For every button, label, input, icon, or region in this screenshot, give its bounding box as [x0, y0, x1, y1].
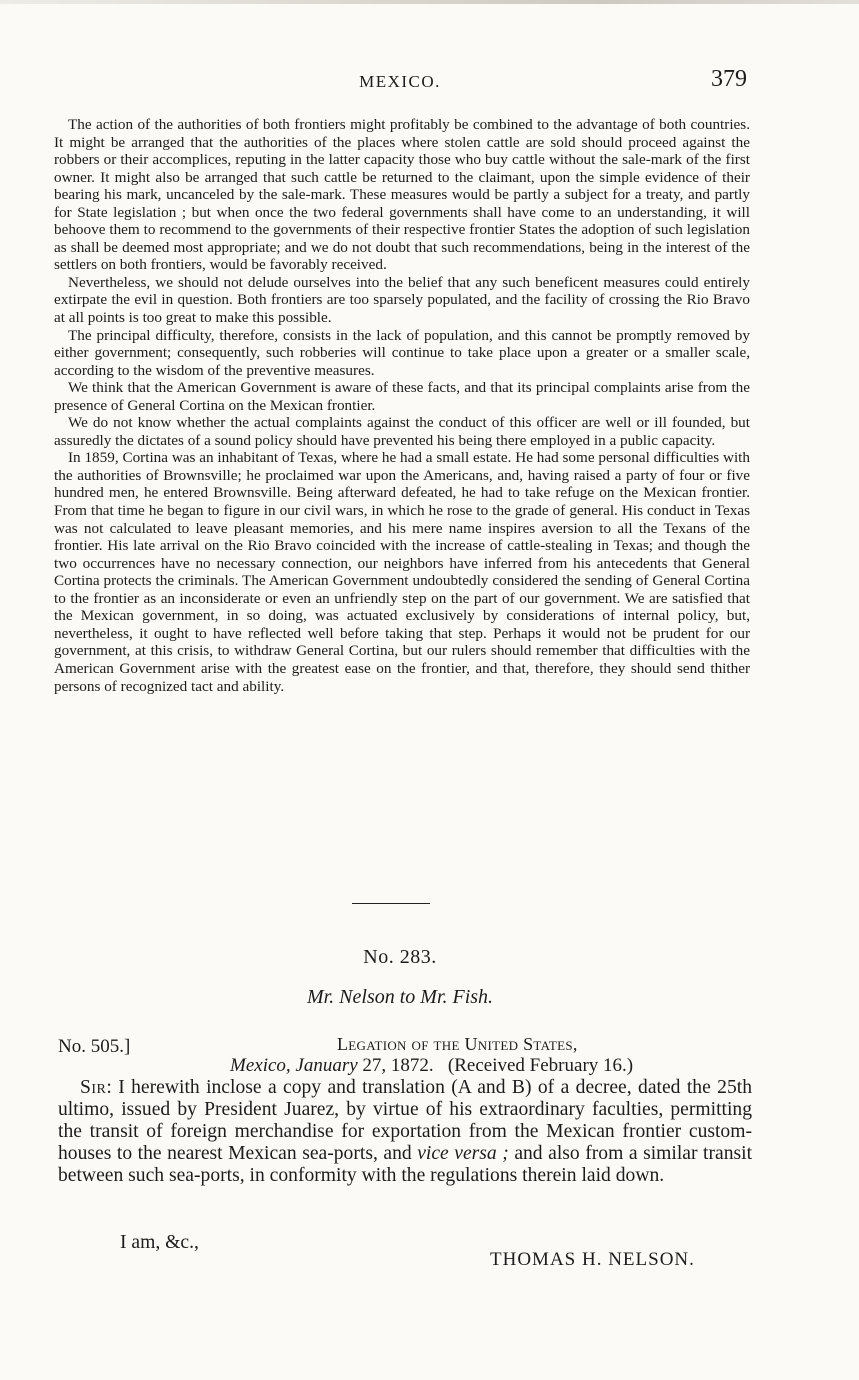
- scan-edge: [0, 0, 859, 4]
- letter-body: [58, 1077, 752, 1187]
- page-number: 379: [711, 66, 747, 92]
- closing: I am, &c.,: [120, 1232, 199, 1253]
- letter-paragraph: [58, 1077, 752, 1187]
- paragraph: The principal difficulty, therefore, consists in the lack of population, and this cannot be promptly removed by either government; consequently, such robberies will continue to take place upon a greater or a smaller scale, according to the wisdom of the preventive measures.: [54, 326, 750, 379]
- salutation: Sir: [80, 1077, 107, 1098]
- running-head-title: MEXICO.: [359, 72, 441, 91]
- paragraph: The action of the authorities of both frontiers might profitably be combined to the advantage of both countries. It might be arranged that the authorities of the places where stolen cattle are sold should proceed against the robbers or their accomplices, reputing in the latter capacity those who buy cattle without the sale-mark of the first owner. It might also be arranged that such cattle be returned to the claimant, upon the simple evidence of their bearing his mark, uncanceled by the sale-mark. These measures would be partly a subject for a treaty, and partly for State legislation ; but when once the two federal governments shall have come to an understanding, it will behoove them to recommend to the governments of their respective frontier States the adoption of such legislation as shall be deemed most appropriate; and we do not doubt that such recommendations, being in the interest of the settlers on both frontiers, would be favorably received.: [54, 116, 750, 274]
- letter-text-2: and also from a similar transit between such sea-ports, in conformity with the regulations therein laid down.: [58, 1143, 753, 1186]
- letter-text-1: : I herewith inclose a copy and translation (A and B) of a decree, dated the 25th ultimo, issued by President Juarez, by virtue of his extraordinary faculties, permitting the transit of foreign merchandise for exportation from the Mexican frontier custom-houses to the nearest Mexican sea-ports, and: [58, 1077, 752, 1164]
- paragraph: We think that the American Government is aware of these facts, and that its principal complaints arise from the presence of General Cortina on the Mexican frontier.: [54, 379, 750, 414]
- dispatch-number: No. 505.]: [58, 1036, 131, 1057]
- paragraph: In 1859, Cortina was an inhabitant of Texas, where he had a small estate. He had some personal difficulties with the authorities of Brownsville; he proclaimed war upon the Americans, and, having raised a party of four or five hundred men, he entered Brownsville. Being afterward defeated, he had to take refuge on the Mexican frontier. From that time he began to figure in our civil wars, in which he rose to the grade of general. His conduct in Texas was not calculated to leave pleasant memories, and his mere name inspires aversion to all the Texans of the frontier. His late arrival on the Rio Bravo coincided with the increase of cattle-stealing in Texas; and though the two occurrences have no necessary connection, our neighbors have inferred from his antecedents that General Cortina protects the criminals. The American Government undoubtedly considered the sending of General Cortina to the frontier as an inconsiderate or even an unfriendly step on the part of our government. We are satisfied that the Mexican government, in so doing, was actuated exclusively by considerations of internal policy, but, nevertheless, it ought to have reflected well before taking that step. Perhaps it would not be prudent for our government, at this crisis, to withdraw General Cortina, but our rulers should remember that difficulties with the American Government arise with the greatest ease on the frontier, and that, therefore, they should send thither persons of recognized tact and ability.: [54, 449, 750, 695]
- document-number: No. 283.: [363, 946, 437, 968]
- received-note: (Received February 16.): [447, 1055, 634, 1076]
- letter-vice-versa: vice versa ;: [417, 1143, 509, 1164]
- date-rest: 27, 1872.: [357, 1055, 434, 1076]
- date-place: Mexico, January: [230, 1055, 358, 1076]
- paragraph: We do not know whether the actual complaints against the conduct of this officer are well or ill founded, but assuredly the dictates of a sound policy should have prevented his being there employed in a public capacity.: [54, 414, 750, 449]
- dateline: [230, 1055, 633, 1077]
- running-head: [0, 66, 859, 96]
- article-body: [54, 116, 750, 695]
- paragraph: Nevertheless, we should not delude ourselves into the belief that any such beneficent measures could entirely extirpate the evil in question. Both frontiers are too sparsely populated, and the facility of crossing the Rio Bravo at all points is too great to make this possible.: [54, 273, 750, 327]
- document-heading: Mr. Nelson to Mr. Fish.: [306, 986, 494, 1008]
- signature: THOMAS H. NELSON.: [490, 1249, 695, 1270]
- section-divider: [352, 903, 430, 904]
- legation-header: Legation of the United States,: [337, 1034, 578, 1054]
